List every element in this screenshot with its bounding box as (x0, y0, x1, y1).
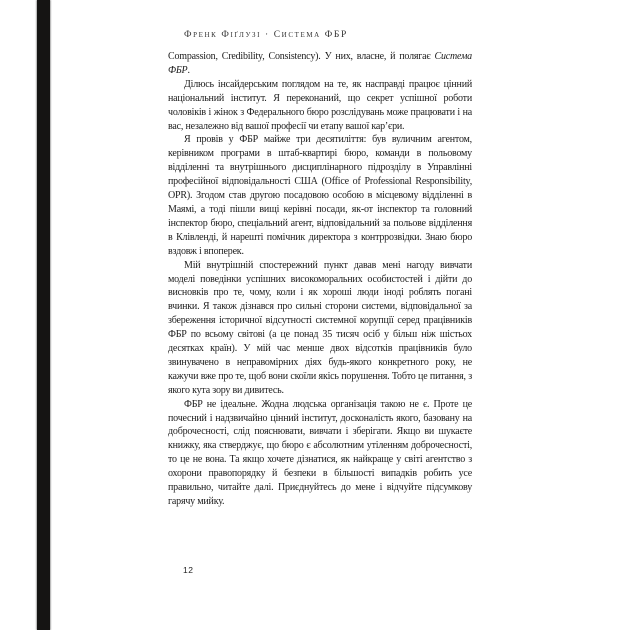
paragraph: Ділюсь інсайдерським поглядом на те, як насправді працює цінний національний інститут. Я переконаний, що секрет успішної роботи чоловіків і жінок з Федерального бюро розслідувань може працювати і на вас, незалежно від вашої професії чи етапу вашої кар’єри. (168, 78, 472, 132)
paragraph: ФБР не ідеальне. Жодна людська організація такою не є. Проте це почесний і надзвичайно цінний інститут, досконалість якого, базовану на доброчесності, слід пояснювати, вивчати і зберігати. Якщо ви шукаєте книжку, яка стверджує, що бюро є абсолютним утіленням доброчесності, то це не вона. Та якщо хочете дізнатися, як найкраще у світі агентство з охорони правопорядку й безпеки в більшості випадків робить усе правильно, читайте далі. Приєднуйтесь до мене і відчуйте підсумкову гарячу мийку. (168, 398, 472, 507)
paragraph: Мій внутрішній спостережний пункт давав мені нагоду вивчати моделі поведінки успішних високоморальних особистостей і дійти до висновків про те, чому, коли і як хороші люди іноді роблять погані вчинки. Я також дізнався про сильні сторони системи, відповідальної за збереження історичної відсутності системної корупції серед працівників ФБР по всьому світові (а це понад 35 тисяч осіб у більш ніж шістьох десятках країн). У мій час менше двох відсотків працівників було звинувачено в неправомірних діях будь-якого конкретного року, не кажучи вже про те, щоб вони скоїли якісь порушення. Тобто це питання, з якого кута зору ви дивитесь. (168, 259, 472, 396)
paragraph-continuation (168, 50, 472, 78)
page-number: 12 (183, 565, 194, 575)
paragraph-text: . (187, 64, 190, 76)
body-text (168, 50, 472, 509)
paragraph-text: Compassion, Credibility, Consistency). У них, власне, й полягає (168, 51, 435, 62)
running-header: Френк Фіґлузі · Система ФБР (184, 30, 348, 40)
scan-gutter-bar (37, 0, 50, 630)
book-title-italic: Система ФБР (168, 51, 472, 76)
paragraph: Я провів у ФБР майже три десятиліття: був вуличним агентом, керівником програми в штаб-квартирі бюро, команди в польовому відділенні та внутрішнього дисциплінарного підрозділу в Управлінні професійної відповідальності США (Office of Professional Responsibility, OPR). Згодом став другою посадовою особою в місцевому відділенні в Маямі, а тоді пішли вищі керівні посади, як-от інспектор та головний інспектор бюро, спеціальний агент, відповідальний за польове відділення в Клівленді, й нарешті помічник директора з контррозвідки. Знаю бюро вздовж і впоперек. (168, 134, 472, 257)
